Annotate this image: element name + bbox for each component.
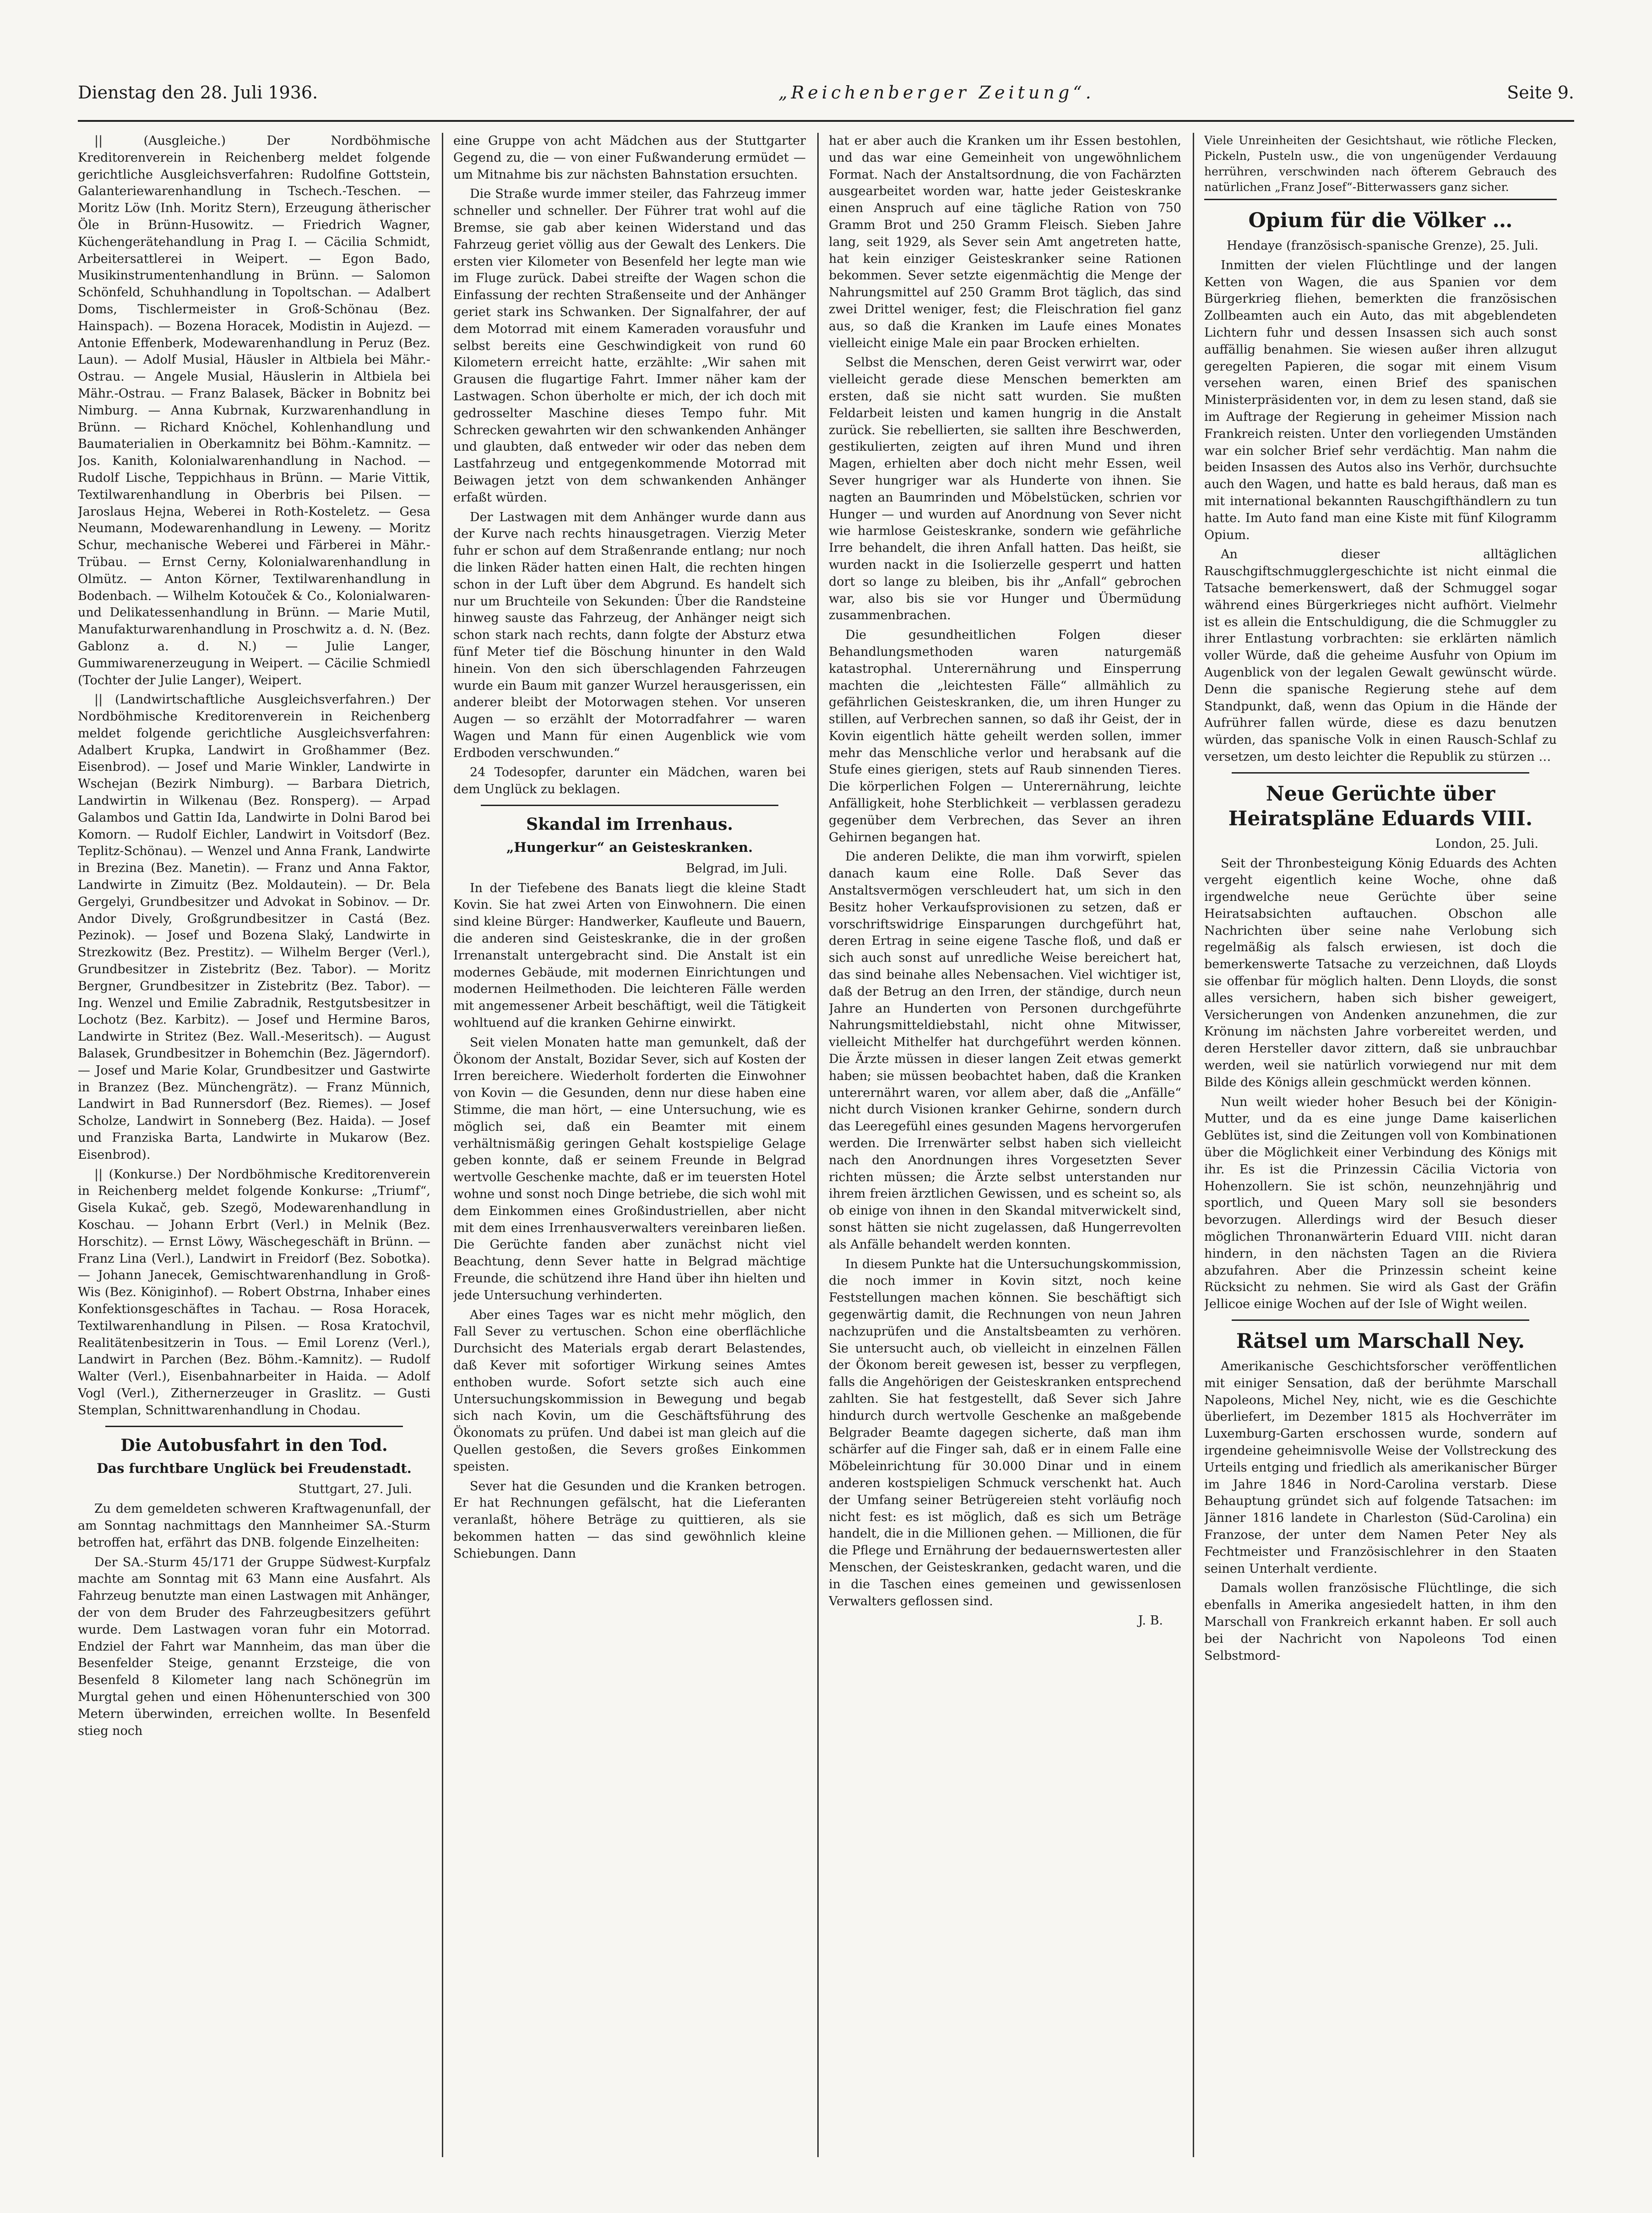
notice-ausgleiche: || (Ausgleiche.) Der Nordböhmische Kreditorenverein in Reichenberg meldet folgende gerichtliche Ausgleichsverfahren: Rudolfine Gottstein, Galanteriewarenhandlung in Tschech.-Teschen. — Moritz Löw (Inh. Moritz Stern), Erzeugung ätherischer Öle in Brünn-Husowitz. — Friedrich Wagner, Küchengerätehandlung in Prag I. — Cäcilia Schmidt, Arbeitersattlerei in Weipert. — Egon Bado, Musikinstrumentenhandlung in Brünn. — Salomon Schönfeld, Schuhhandlung in Topoltschan. — Adalbert Doms, Tischlermeister in Groß-Schönau (Bez. Hainspach). — Bozena Horacek, Modistin in Aujezd. — Antonie Effenberk, Modewarenhandlung in Peruz (Bez. Laun). — Adolf Musial, Häusler in Altbiela bei Mähr.-Ostrau. — Angele Musial, Häuslerin in Altbiela bei Mähr.-Ostrau. — Franz Balasek, Bäcker in Bobnitz bei Nimburg. — Anna Kubrnak, Kurzwarenhandlung in Brünn. — Richard Knöchel, Kohlenhandlung und Baumaterialien in Oberkamnitz bei Böhm.-Kamnitz. — Jos. Kanith, Kolonialwarenhandlung in Nachod. — Rudolf Lische, Teppichhaus in Brünn. — Marie Vittik, Textilwarenhandlung in Oberbris bei Pilsen. — Jaroslaus Hejna, Weberei in Roth-Kosteletz. — Gesa Neumann, Modewarenhandlung in Leweny. — Moritz Schur, mechanische Weberei und Färberei in Mähr.-Trübau. — Ernst Cerny, Kolonialwarenhandlung in Olmütz. — Anton Körner, Textilwarenhandlung in Bodenbach. — Wilhelm Kotouček & Co., Kolonialwaren- und Delikatessenhandlung in Brünn. — Marie Mutil, Manufakturwarenhandlung in Proschwitz a. d. N. (Bez. Gablonz a. d. N.) — Julie Langer, Gummiwarenerzeugung in Weipert. — Cäcilie Schmiedl (Tochter der Julie Langer), Weipert. — [78, 134, 430, 687]
advertisement-notice: Viele Unreinheiten der Gesichtshaut, wie rötliche Flecken, Pickeln, Pusteln usw., die von ungenügender Verdauung herrühren, verschwinden nach öfterem Gebrauch des natürlichen „Franz Josef“-Bitterwassers ganz sicher. — [1204, 133, 1557, 200]
article-paragraph: Der SA.-Sturm 45/171 der Gruppe Südwest-Kurpfalz machte am Sonntag mit 63 Mann eine Ausfahrt. Als Fahrzeug benutzte man einen Lastwagen mit Anhänger, der von dem Bruder des Fahrzeugbesitzers geführt wurde. Dem Lastwagen voran fuhr ein Motorrad. Endziel der Fahrt war Mannheim, das man über die Besenfelder Steige, genannt Erzsteige, die von Besenfeld 8 Kilometer lang nach Schönegrün im Murgtal gehen und einen Höhenunterschied von 300 Metern überwinden, erreichen wollte. In Besenfeld stieg noch — [78, 1555, 430, 1738]
article-paragraph: 24 Todesopfer, darunter ein Mädchen, waren bei dem Unglück zu beklagen. — [453, 765, 806, 797]
article-dateline: Stuttgart, 27. Juli. — [298, 1482, 412, 1497]
section-separator — [105, 1426, 403, 1427]
article-headline-marschall-ney: Rätsel um Marschall Ney. — [1236, 1330, 1525, 1353]
section-separator — [481, 805, 778, 806]
column-2 — [453, 133, 806, 2157]
article-paragraph: Zu dem gemeldeten schweren Kraftwagenunfall, der am Sonntag nachmittags den Mannheimer SA.-Sturm betroffen hat, erfährt das DNB. folgende Einzelheiten: — [78, 1502, 430, 1550]
article-paragraph: Seit vielen Monaten hatte man gemunkelt, daß der Ökonom der Anstalt, Bozidar Sever, sich auf Kosten der Irren bereichere. Wiederholt forderten die Einwohner von Kovin — die Gesunden, denn nur diese haben eine Stimme, die man hört, — eine Untersuchung, wie es möglich sei, daß ein Beamter mit einem verhältnismäßig geringen Gehalt kostspielige Gelage geben konnte, daß er seinem Freunde in Belgrad wertvolle Geschenke machte, daß er im teuersten Hotel wohne und sonst noch Dinge betriebe, die sich wohl mit dem Einkommen eines Großindustriellen, aber nicht mit dem eines Irrenhausverwalters vereinbaren ließen. Die Gerüchte fanden aber zunächst nicht viel Beachtung, denn Sever hatte in Belgrad mächtige Freunde, die schützend ihre Hand über ihn hielten und jede Untersuchung verhinderten. — [453, 1035, 806, 1303]
section-separator — [1232, 772, 1529, 774]
article-subheadline: „Hungerkur“ an Geisteskranken. — [506, 839, 753, 856]
column-divider — [817, 133, 819, 2157]
page-header — [78, 82, 1574, 110]
article-dateline: London, 25. Juli. — [1435, 836, 1538, 851]
article-paragraph: hat er aber auch die Kranken um ihr Essen bestohlen, und das war eine Gemeinheit von ungewöhnlichem Format. Nach der Anstaltsordnung, die von Fachärzten ausgearbeitet worden war, hatte jeder Geisteskranke einen Anspruch auf eine tägliche Ration von 750 Gramm Brot und 250 Gramm Fleisch. Sieben Jahre lang, seit 1929, als Sever sein Amt angetreten hatte, hat kein einziger Geisteskranker seine Rationen bekommen. Sever setzte eigenmächtig die Menge der Nahrungsmittel auf 250 Gramm Brot täglich, das sind zwei Drittel weniger, fest; die Fleischration fiel ganz aus, so daß die Kranken im Laufe eines Monates vielleicht einige Male ein paar Brocken erhielten. — [829, 134, 1181, 350]
article-paragraph: Selbst die Menschen, deren Geist verwirrt war, oder vielleicht gerade diese Menschen bemerkten am ersten, daß sie nicht satt wurden. Sie mußten Feldarbeit leisten und kamen hungrig in die Anstalt zurück. Sie rebellierten, sie sallten ihre Beschwerden, gestikulierten, zeigten auf ihren Mund und ihren Magen, erhielten aber doch nicht mehr Essen, weil Sever hungriger war als Hunderte von ihnen. Sie nagten an Baumrinden und Möbelstücken, schrien vor Hunger — und wurden auf Anordnung von Sever nicht wie harmlose Geisteskranke, sondern wie gefährliche Irre behandelt, die ihren Anfall hatten. Das heißt, sie wurden nackt in die Isolierzelle gesperrt und hatten dort so lange zu bleiben, bis ihr „Anfall“ gebrochen war, also bis sie vor Hunger und Übermüdung zusammenbrachen. — [829, 355, 1181, 623]
article-paragraph: Die Straße wurde immer steiler, das Fahrzeug immer schneller und schneller. Der Führer trat wohl auf die Bremse, sie gab aber keinen Widerstand und das Fahrzeug geriet völlig aus der Gewalt des Lenkers. Die ersten vier Kilometer von Besenfeld her legte man wie im Fluge zurück. Dabei streifte der Wagen schon die Einfassung der rechten Straßenseite und der Anhänger geriet stark ins Schwanken. Der Signalfahrer, der auf dem Motorrad mit einem Kameraden vorausfuhr und selbst bereits eine Geschwindigkeit von rund 60 Kilometern erreicht hatte, erzählte: „Wir sahen mit Grausen die flugartige Fahrt. Immer näher kam der Lastwagen. Schon überholte er mich, der ich doch mit gedrosselter Maschine dieses Tempo fuhr. Mit Schrecken gewahrten wir den schwankenden Anhänger und glaubten, daß entweder wir oder das neben dem Lastfahrzeug und entgegenkommende Motorrad mit Beiwagen jetzt von dem schwankenden Anhänger erfaßt würden. — [453, 187, 806, 505]
article-paragraph: Seit der Thronbesteigung König Eduards des Achten vergeht eigentlich keine Woche, ohne daß irgendwelche neue Gerüchte über seine Heiratsabsichten auftauchen. Obschon alle Nachrichten über seine nahe Verlobung sich regelmäßig als falsch erwiesen, ist doch die bemerkenswerte Tatsache zu verzeichnen, daß Lloyds sie offenbar für möglich halten. Denn Lloyds, die sonst alles versichern, haben sich bisher geweigert, Versicherungen von Andenken anzunehmen, die zur Krönung im nächsten Jahre vorbereitet werden, und deren Hersteller davor zittern, daß sie unbrauchbar werden, weil sie natürlich vorwiegend nur mit dem Bilde des Königs allein geschmückt werden können. — [1204, 856, 1557, 1090]
article-dateline: Hendaye (französisch-spanische Grenze), 25. Juli. — [1226, 239, 1538, 253]
article-headline-autobusfahrt: Die Autobusfahrt in den Tod. — [120, 1435, 388, 1455]
column-divider — [1193, 133, 1194, 2157]
notice-konkurse: || (Konkurse.) Der Nordböhmische Kreditorenverein in Reichenberg meldet folgende Konkurse: „Triumf“, Gisela Kukač, geb. Szegö, Modewarenhandlung in Koschau. — Johann Erbrt (Verl.) in Melnik (Bez. Horschitz). — Ernst Löwy, Wäschegeschäft in Brünn. — Franz Lina (Verl.), Landwirt in Freidorf (Bez. Sobotka). — Johann Janecek, Gemischtwarenhandlung in Groß-Wis (Bez. Königinhof). — Robert Obstrna, Inhaber eines Konfektionsgeschäftes in Tachau. — Rosa Horacek, Textilwarenhandlung in Pilsen. — Rosa Kratochvil, Realitätenbesitzerin in Tous. — Emil Lorenz (Verl.), Landwirt in Parchen (Bez. Böhm.-Kamnitz). — Rudolf Walter (Verl.), Eisenbahnarbeiter in Haida. — Adolf Vogl (Verl.), Zithernerzeuger in Graslitz. — Gusti Stemplan, Schnittwarenhandlung in Chodau. — [78, 1167, 430, 1417]
article-headline-skandal: Skandal im Irrenhaus. — [526, 815, 733, 834]
article-paragraph: Inmitten der vielen Flüchtlinge und der langen Ketten von Wagen, die aus Spanien vor dem Bürgerkrieg fliehen, bemerkten die französischen Zollbeamten auch ein Auto, das mit abgeblendeten Lichtern fuhr und dessen Insassen sich auch sonst auffällig benahmen. Sie wiesen außer ihren allzugut geregelten Papieren, die sogar mit einem Visum versehen waren, einen Brief des spanischen Ministerpräsidenten vor, in dem zu lesen stand, daß sie im Auftrage der Regierung in geheimer Mission nach Frankreich reisten. Unter den vorliegenden Umständen war ein solcher Brief sehr verdächtig. Man nahm die beiden Insassen des Autos also ins Verhör, durchsuchte auch den Wagen, und hatte es bald heraus, daß man es mit international bekannten Rauschgifthändlern zu tun hatte. Im Auto fand man eine Kiste mit fünf Kilogramm Opium. — [1204, 258, 1557, 542]
article-signature: J. B. — [1138, 1613, 1163, 1628]
article-paragraph: In der Tiefebene des Banats liegt die kleine Stadt Kovin. Sie hat zwei Arten von Einwohnern. Die einen sind kleine Bürger: Handwerker, Kaufleute und Bauern, die anderen sind Geisteskranke, die in der großen Irrenanstalt untergebracht sind. Die Anstalt ist ein modernes Gebäude, mit modernen Einrichtungen und modernen Heilmethoden. Die leichteren Fälle werden mit angemessener Arbeit beschäftigt, weil die Tätigkeit wohltuend auf die kranken Gehirne einwirkt. — [453, 881, 806, 1030]
article-paragraph: eine Gruppe von acht Mädchen aus der Stuttgarter Gegend zu, die — von einer Fußwanderung ermüdet — um Mitnahme bis zur nächsten Bahnstation ersuchten. — [453, 134, 806, 182]
section-separator — [1232, 1319, 1529, 1321]
article-paragraph: Aber eines Tages war es nicht mehr möglich, den Fall Sever zu vertuschen. Schon eine oberflächliche Durchsicht des Materials ergab derart Belastendes, daß Kever mit sofortiger Wirkung seines Amtes enthoben wurde. Sofort setzte sich auch eine Untersuchungskommission in Bewegung und begab sich nach Kovin, um die Geschäftsführung des Ökonomats zu prüfen. Und dabei ist man gleich auf die Quellen gestoßen, die Severs großes Einkommen speisten. — [453, 1308, 806, 1474]
column-1 — [78, 133, 430, 2157]
notice-landwirtschaftliche-ausgleiche: || (Landwirtschaftliche Ausgleichsverfahren.) Der Nordböhmische Kreditorenverein in Reichenberg meldet folgende gerichtliche Ausgleichsverfahren: Adalbert Krupka, Landwirt in Großhammer (Bez. Eisenbrod). — Josef und Marie Winkler, Landwirte in Wschejan (Bezirk Nimburg). — Barbara Dietrich, Landwirtin in Wilkenau (Bez. Ronsperg). — Arpad Galambos und Gattin Ida, Landwirte in Dolni Barod bei Komorn. — Rudolf Eichler, Landwirt in Voitsdorf (Bez. Teplitz-Schönau). — Wenzel und Anna Frank, Landwirte in Brezina (Bez. Manetin). — Franz und Anna Faktor, Landwirte in Zimuitz (Bez. Moldautein). — Dr. Bela Gergelyi, Grundbesitzer und Advokat in Sobinov. — Dr. Andor Dively, Großgrundbesitzer in Castá (Bez. Pezinok). — Josef und Bozena Slaký, Landwirte in Strezkowitz (Bez. Prestitz). — Wilhelm Berger (Verl.), Grundbesitzer in Zistebritz (Bez. Tabor). — Moritz Bergner, Grundbesitzer in Zistebritz (Bez. Tabor). — Ing. Wenzel und Emilie Zabradnik, Restgutsbesitzer in Lochotz (Bez. Karbitz). — Josef und Hermine Baros, Landwirte in Stritez (Bez. Wall.-Meseritsch). — August Balasek, Grundbesitzer in Bohemchin (Bez. Jägerndorf). — Josef und Marie Kolar, Grundbesitzer und Gastwirte in Branzez (Bez. Münchengrätz). — Franz Münnich, Landwirt in Bad Runnersdorf (Bez. Riemes). — Josef Scholze, Landwirt in Sonneberg (Bez. Haida). — Josef und Franziska Barta, Landwirte in Mukarow (Bez. Eisenbrod). — [78, 692, 430, 1162]
header-rule — [78, 120, 1574, 122]
article-headline-heiratsplaene: Neue Gerüchte über Heiratspläne Eduards VIII. — [1228, 782, 1533, 830]
article-paragraph: In diesem Punkte hat die Untersuchungskommission, die noch immer in Kovin sitzt, noch keine Feststellungen machen können. Sie beschäftigt sich gegenwärtig damit, die Rechnungen von neun Jahren nachzuprüfen und die Anstaltsbeamten zu verhören. Sie untersucht auch, ob vielleicht in einzelnen Fällen der Ökonom bereit gewesen ist, besser zu verpflegen, falls die Angehörigen der Geisteskranken entsprechend zahlten. Sie hat festgestellt, daß Sever sich Jahre hindurch durch wertvolle Geschenke an maßgebende Belgrader Beamte dagegen sicherte, daß man ihm schärfer auf die Finger sah, daß er in einem Falle eine Möbeleinrichtung für 30.000 Dinar und in einem anderen kostspieligen Schmuck verschenkt hat. Auch der Umfang seiner Betrügereien steht vorläufig noch nicht fest: es ist möglich, daß es sich um Beträge handelt, die in die Millionen gehen. — Millionen, die für die Pflege und Ernährung der bedauernswertesten aller Menschen, der Geisteskranken, gedacht waren, und die in die Taschen eines gemeinen und gewissenlosen Verwalters geflossen sind. — [829, 1257, 1181, 1608]
column-4 — [1204, 133, 1557, 2157]
article-paragraph: Die gesundheitlichen Folgen dieser Behandlungsmethoden waren naturgemäß katastrophal. Unterernährung und Einsperrung machten die „leichtesten Fälle“ allmählich zu gefährlichen Geisteskranken, die, um ihren Hunger zu stillen, auf Verbrechen sannen, so daß ihr Geist, der in Kovin eigentlich hätte geheilt werden sollen, immer mehr das Menschliche verlor und herabsank auf die Stufe eines gierigen, stets auf Raub sinnenden Tieres. Die körperlichen Folgen — Unterernährung, leichte Anfälligkeit, hohe Sterblichkeit — verblassen geradezu gegenüber dem Verbrechen, das Sever an ihren Gehirnen begangen hat. — [829, 628, 1181, 845]
article-subheadline: Das furchtbare Unglück bei Freudenstadt. — [97, 1460, 412, 1476]
article-paragraph: Amerikanische Geschichtsforscher veröffentlichen mit einiger Sensation, daß der berühmte Marschall Napoleons, Michel Ney, nicht, wie es die Geschichte überliefert, im Dezember 1815 als Hochverräter im Luxemburg-Garten erschossen wurde, sondern auf irgendeine geheimnisvolle Weise der Vollstreckung des Urteils entging und friedlich als amerikanischer Bürger im Jahre 1846 in Nord-Carolina verstarb. Diese Behauptung gründet sich auf folgende Tatsachen: im Jänner 1816 landete in Charleston (Süd-Carolina) ein Franzose, der unter dem Namen Peter Ney als Fechtmeister und Französischlehrer in den Staaten seinen Unterhalt verdiente. — [1204, 1359, 1557, 1576]
article-headline-opium: Opium für die Völker … — [1248, 209, 1513, 232]
article-paragraph: An dieser alltäglichen Rauschgiftschmugglergeschichte ist nicht einmal die Tatsache bemerkenswert, daß der Schmuggel sogar während eines Bürgerkrieges nicht aufhört. Vielmehr ist es allein die Entschuldigung, die die Schmuggler zu ihrer Entlastung vorbrachten: sie erklärten nämlich voller Würde, daß die geheime Ausfuhr von Opium im Augenblick von der legalen Gewalt gewünscht würde. Denn die spanische Regierung stehe auf dem Standpunkt, daß, wenn das Opium in die Hände der Aufrührer fallen würde, diese es dazu benutzen würden, das spanische Volk in einen Rausch-Schlaf zu versetzen, um desto leichter die Republik zu stürzen … — [1204, 547, 1557, 764]
column-3 — [829, 133, 1181, 2157]
article-paragraph: Die anderen Delikte, die man ihm vorwirft, spielen danach kaum eine Rolle. Daß Sever das Anstaltsvermögen verschleudert hat, um sich in den Besitz hoher Verkaufsprovisionen zu setzen, daß er vorschriftswidrige Einsparungen durchgeführt hat, deren Ertrag in seine eigene Tasche floß, und daß er sich auch sonst auf unredliche Weise bereichert hat, das sind beinahe alles Nebensachen. Viel wichtiger ist, daß der Betrug an den Irren, der ständige, durch neun Jahre an Hunderten von Personen durchgeführte Nahrungsmitteldiebstahl, nicht ohne Mitwisser, vielleicht Mithelfer hat durchgeführt werden können. Die Ärzte müssen in dieser langen Zeit etwas gemerkt haben; sie müssen beobachtet haben, daß die Kranken unterernährt waren, vor allem aber, daß die „Anfälle“ nicht durch Visionen kranker Gehirne, sondern durch das Leeregefühl eines gesunden Magens hervorgerufen werden. Die Irrenwärter selbst haben sich vielleicht nach den Anordnungen ihres Vorgesetzten Sever richten müssen; die Ärzte selbst unterstanden nur ihrem freien ärztlichen Gewissen, und es scheint so, als ob einige von ihnen in den Skandal mitverwickelt sind, sonst hätten sie nicht zugelassen, daß Hungerrevolten als Anfälle behandelt werden konnten. — [829, 850, 1181, 1252]
article-paragraph: Der Lastwagen mit dem Anhänger wurde dann aus der Kurve nach rechts hinausgetragen. Vierzig Meter fuhr er schon auf dem Straßenrande entlang; nur noch die linken Räder hatten einen Halt, die rechten hingen schon in der Luft über dem Abgrund. Es handelt sich nur um Bruchteile von Sekunden: Über die Randsteine hinweg sauste das Fahrzeug, der Anhänger neigt sich schon stark nach rechts, dann folgte der Absturz etwa fünf Meter tief die Böschung hinunter in den Wald hinein. Von den sich überschlagenden Fahrzeugen wurde ein Baum mit ganzer Wurzel herausgerissen, ein anderer bleibt der Motorwagen stehen. Vor unseren Augen — so erzählt der Motorradfahrer — waren Wagen und Mann für einen Augenblick wie vom Erdboden verschwunden.“ — [453, 510, 806, 760]
column-divider — [442, 133, 443, 2157]
header-newspaper-title: „Reichenberger Zeitung“. — [778, 82, 1095, 103]
header-page-number: Seite 9. — [1507, 82, 1574, 103]
article-paragraph: Nun weilt wieder hoher Besuch bei der Königin-Mutter, und da es eine junge Dame kaiserlichen Geblütes ist, sind die Zeitungen voll von Kombinationen über die Möglichkeit einer Verbindung des Königs mit ihr. Es ist die Prinzessin Cäcilia Victoria von Hohenzollern. Sie ist schön, neunzehnjährig und sportlich, und Queen Mary soll sie besonders bevorzugen. Allerdings wird der Besuch dieser möglichen Thronanwärterin Eduard VIII. nicht daran hindern, in den nächsten Tagen an die Riviera abzufahren. Aber die Prinzessin scheint keine Rücksicht zu nehmen. Sie wird als Gast der Gräfin Jellicoe einige Wochen auf der Isle of Wight weilen. — [1204, 1095, 1557, 1312]
article-paragraph: Damals wollen französische Flüchtlinge, die sich ebenfalls in Amerika angesiedelt hatten, in ihm den Marschall von Frankreich erkannt haben. Er soll auch bei der Nachricht von Napoleons Tod einen Selbstmord- — [1204, 1581, 1557, 1663]
header-date: Dienstag den 28. Juli 1936. — [78, 82, 318, 103]
article-dateline: Belgrad, im Juli. — [685, 861, 788, 876]
article-paragraph: Sever hat die Gesunden und die Kranken betrogen. Er hat Rechnungen gefälscht, hat die Lieferanten veranlaßt, höhere Beträge zu quittieren, als sie bekommen hatten — das sind gewöhnlich kleine Schiebungen. Dann — [453, 1479, 806, 1561]
